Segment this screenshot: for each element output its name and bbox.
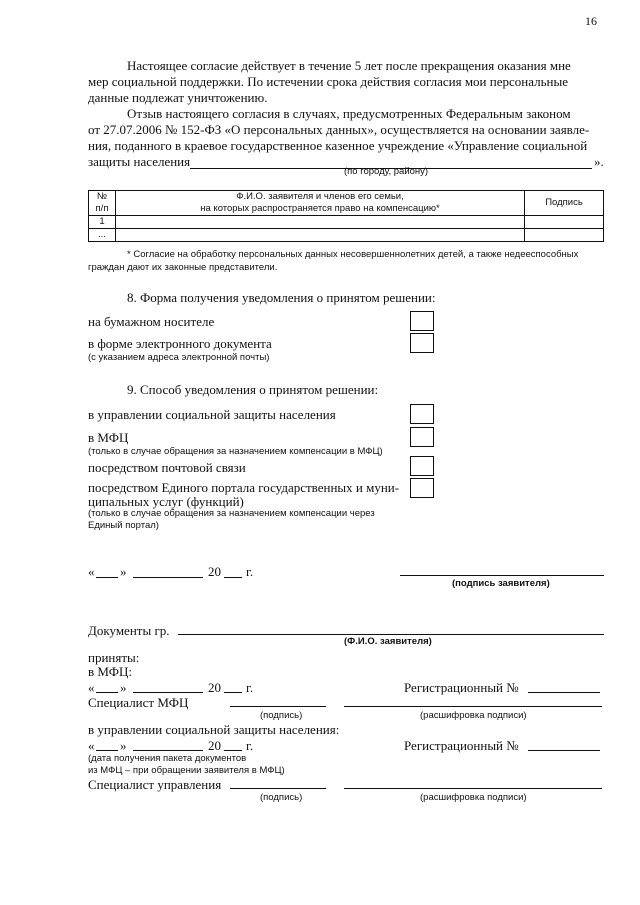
month-field[interactable] [133, 577, 203, 578]
uszn-date-quote-close: » [120, 738, 127, 753]
checkbox-uszn[interactable] [410, 404, 434, 424]
uszn-sign-hint: (подпись) [260, 792, 303, 803]
consent-text-line: ния, поданного в краевое государственное казенное учреждение «Управление социальной [88, 138, 588, 153]
uszn-reg-number-field[interactable] [528, 750, 600, 751]
uszn-year-prefix: 20 [208, 738, 221, 753]
table-row [89, 216, 604, 229]
mfc-month-field[interactable] [133, 692, 203, 693]
mfc-decode-field[interactable] [344, 706, 602, 707]
table-cell-sign[interactable] [525, 216, 604, 229]
uszn-date-note: (дата получения пакета документов [88, 753, 247, 764]
mfc-year-field[interactable] [224, 692, 242, 693]
uszn-sign-field[interactable] [230, 788, 326, 789]
city-hint: (по городу, району) [344, 166, 429, 177]
in-mfc-label: в МФЦ: [88, 664, 133, 679]
table-row [89, 229, 604, 242]
consent-text-line: Отзыв настоящего согласия в случаях, предусмотренных Федеральным законом [127, 106, 571, 121]
uszn-year-field[interactable] [224, 750, 242, 751]
uszn-reg-label: Регистрационный № [404, 738, 519, 753]
date-quote-open: « [88, 564, 95, 579]
mfc-reg-number-field[interactable] [528, 692, 600, 693]
mfc-year-prefix: 20 [208, 680, 221, 695]
section9-option-portal: посредством Единого портала государственных и муни- [88, 480, 400, 495]
checkbox-electronic[interactable] [410, 333, 434, 353]
section9-option-note: Единый портал) [88, 520, 159, 531]
table-cell-num: ... [89, 229, 116, 242]
mfc-specialist-label: Специалист МФЦ [88, 695, 189, 710]
mfc-sign-hint: (подпись) [260, 710, 303, 721]
table-header-num: № п/п [89, 191, 116, 216]
section8-title: 8. Форма получения уведомления о принятом решении: [127, 290, 436, 305]
table-cell-sign[interactable] [525, 229, 604, 242]
checkbox-post[interactable] [410, 456, 434, 476]
year-suffix: г. [246, 564, 254, 579]
section9-option-post: посредством почтовой связи [88, 460, 246, 475]
section8-option-paper: на бумажном носителе [88, 314, 215, 329]
uszn-decode-field[interactable] [344, 788, 602, 789]
uszn-day-field[interactable] [96, 750, 118, 751]
applicant-sign-hint: (подпись заявителя) [452, 578, 550, 589]
consent-text-line: защиты населения [88, 154, 191, 169]
day-field[interactable] [96, 577, 118, 578]
table-header-fio: Ф.И.О. заявителя и членов его семьи, на которых распространяется право на компенсацию* [116, 191, 525, 216]
mfc-sign-field[interactable] [230, 706, 326, 707]
table-header-sign: Подпись [525, 191, 604, 216]
uszn-year-suffix: г. [246, 738, 254, 753]
year-field[interactable] [224, 577, 242, 578]
uszn-month-field[interactable] [133, 750, 203, 751]
mfc-day-field[interactable] [96, 692, 118, 693]
mfc-reg-label: Регистрационный № [404, 680, 519, 695]
table-cell-fio[interactable] [116, 216, 525, 229]
mfc-year-suffix: г. [246, 680, 254, 695]
footnote-line: * Согласие на обработку персональных данных несовершеннолетних детей, а также недееспособных [127, 249, 579, 260]
section9-option-note: (только в случае обращения за назначением компенсации в МФЦ) [88, 446, 383, 457]
section9-option-note: (только в случае обращения за назначением компенсации через [88, 508, 375, 519]
consent-text-end: ». [594, 154, 604, 169]
section9-option-mfc: в МФЦ [88, 430, 129, 445]
applicant-signature-field[interactable] [400, 575, 604, 576]
accepted-label: приняты: [88, 650, 140, 665]
section8-option-note: (с указанием адреса электронной почты) [88, 352, 270, 363]
checkbox-paper[interactable] [410, 311, 434, 331]
section9-option-uszn: в управлении социальной защиты населения [88, 407, 336, 422]
consent-text-line: данные подлежат уничтожению. [88, 90, 268, 105]
documents-label: Документы гр. [88, 623, 170, 638]
uszn-date-quote-open: « [88, 738, 95, 753]
family-members-table [88, 190, 604, 242]
section8-option-electronic: в форме электронного документа [88, 336, 272, 351]
consent-text-line: мер социальной поддержки. По истечении срока действия согласия мои персональные [88, 74, 568, 89]
applicant-fio-field[interactable] [178, 634, 604, 635]
checkbox-mfc[interactable] [410, 427, 434, 447]
mfc-decode-hint: (расшифровка подписи) [420, 710, 527, 721]
section9-title: 9. Способ уведомления о принятом решении: [127, 382, 379, 397]
consent-text-line: Настоящее согласие действует в течение 5 лет после прекращения оказания мне [127, 58, 571, 73]
section9-option-portal: ципальных услуг (функций) [88, 494, 244, 509]
applicant-fio-hint: (Ф.И.О. заявителя) [344, 636, 432, 647]
date-quote-close: » [120, 564, 127, 579]
uszn-decode-hint: (расшифровка подписи) [420, 792, 527, 803]
table-cell-num: 1 [89, 216, 116, 229]
uszn-specialist-label: Специалист управления [88, 777, 222, 792]
consent-text-line: от 27.07.2006 № 152-ФЗ «О персональных данных», осуществляется на основании заявле- [88, 122, 590, 137]
in-uszn-label: в управлении социальной защиты населения: [88, 722, 340, 737]
page-number: 16 [585, 14, 597, 28]
uszn-date-note: из МФЦ – при обращении заявителя в МФЦ) [88, 765, 285, 776]
year-prefix: 20 [208, 564, 221, 579]
checkbox-portal[interactable] [410, 478, 434, 498]
mfc-date-quote-close: » [120, 680, 127, 695]
footnote-line: граждан дают их законные представители. [88, 262, 278, 273]
table-cell-fio[interactable] [116, 229, 525, 242]
mfc-date-quote-open: « [88, 680, 95, 695]
